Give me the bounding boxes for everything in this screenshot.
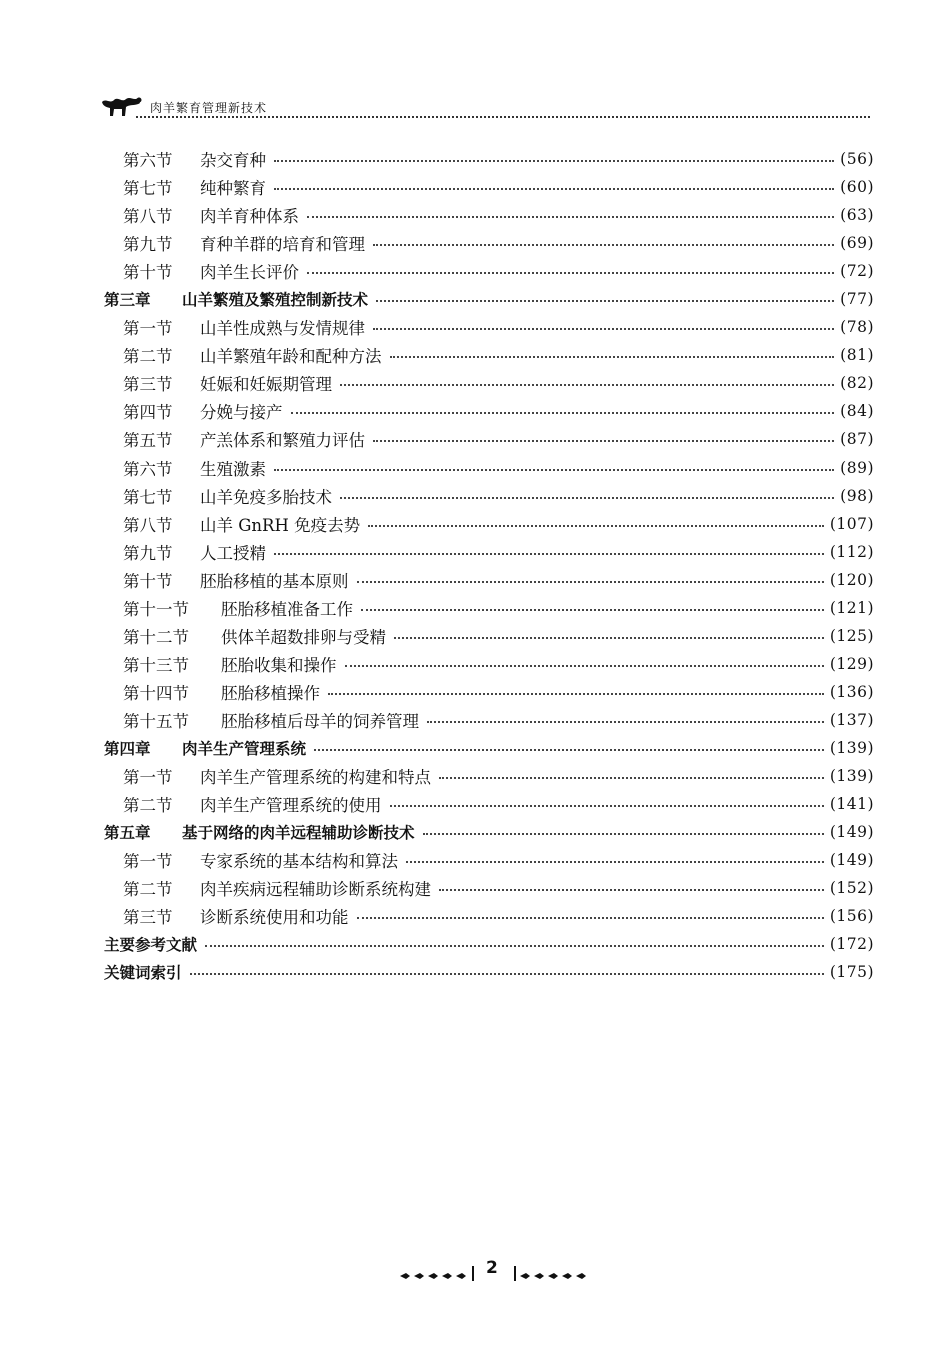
dot-leader (328, 693, 824, 695)
dot-leader (406, 861, 824, 863)
toc-entry-label: 第六节 (123, 459, 173, 479)
toc-entry-label: 第五节 (123, 431, 173, 451)
toc-entry-title: 胚胎移植准备工作 (221, 599, 353, 619)
toc-entry-page: (121) (829, 598, 874, 617)
dot-leader (307, 272, 834, 274)
toc-entry-title: 人工授精 (200, 543, 266, 563)
toc-entry-title: 分娩与接产 (200, 403, 283, 423)
toc-entry-title: 胚胎移植操作 (221, 683, 320, 703)
toc-entry-title: 育种羊群的培育和管理 (200, 235, 365, 255)
page-number: 2 (486, 1258, 498, 1278)
toc-entry-label: 第三章 (104, 291, 151, 310)
toc-entry-label: 第三节 (123, 375, 173, 395)
toc-entry-title: 肉羊生产管理系统的使用 (200, 796, 382, 816)
toc-entry-title: 山羊免疫多胎技术 (200, 487, 332, 507)
toc-entry-page: (72) (840, 262, 874, 281)
dot-leader (373, 244, 834, 246)
toc-section-entry (104, 510, 874, 538)
toc-section-entry (104, 369, 874, 397)
footer-ornament-left-icon (398, 1266, 478, 1282)
toc-section-entry (104, 566, 874, 594)
toc-entry-page: (139) (829, 767, 874, 786)
toc-entry-label: 第八节 (123, 207, 173, 227)
dot-leader (394, 637, 824, 639)
toc-entry-title: 生殖激素 (200, 459, 266, 479)
dot-leader (373, 328, 834, 330)
toc-entry-page: (81) (840, 346, 874, 365)
toc-entry-page: (84) (840, 402, 874, 421)
toc-section-entry (104, 425, 874, 453)
toc-entry-page: (56) (840, 150, 874, 169)
toc-chapter-entry (104, 734, 874, 762)
toc-entry-label: 第十四节 (123, 683, 189, 703)
toc-entry-title: 产羔体系和繁殖力评估 (200, 431, 365, 451)
toc-section-entry (104, 650, 874, 678)
toc-entry-label: 第五章 (104, 824, 151, 843)
toc-section-entry (104, 482, 874, 510)
toc-entry-title: 关键词索引 (104, 964, 182, 983)
toc-entry-title: 杂交育种 (200, 151, 266, 171)
toc-entry-page: (78) (840, 318, 874, 337)
toc-chapter-entry (104, 285, 874, 313)
toc-entry-title: 肉羊生产管理系统的构建和特点 (200, 768, 431, 788)
toc-entry-title: 供体羊超数排卵与受精 (221, 627, 386, 647)
dot-leader (357, 917, 824, 919)
toc-entry-page: (120) (829, 570, 874, 589)
toc-entry-title: 胚胎收集和操作 (221, 655, 337, 675)
dot-leader (205, 945, 824, 947)
toc-entry-label: 第九节 (123, 235, 173, 255)
toc-backmatter-entry (104, 930, 874, 958)
toc-entry-label: 第二节 (123, 796, 173, 816)
toc-entry-label: 第九节 (123, 543, 173, 563)
toc-entry-page: (89) (840, 458, 874, 477)
toc-entry-title: 肉羊生产管理系统 (182, 740, 307, 758)
toc-entry-title: 山羊 GnRH 免疫去势 (200, 515, 361, 535)
toc-entry-label: 第四章 (104, 740, 151, 758)
dot-leader (439, 889, 824, 891)
dot-leader (368, 525, 824, 527)
toc-entry-page: (139) (829, 739, 874, 757)
toc-entry-title: 胚胎移植后母羊的饲养管理 (221, 711, 419, 731)
toc-entry-label: 第七节 (123, 487, 173, 507)
dot-leader (361, 609, 824, 611)
toc-section-entry (104, 341, 874, 369)
toc-section-entry (104, 454, 874, 482)
page-footer (0, 1258, 950, 1288)
toc-entry-title: 山羊繁殖年龄和配种方法 (200, 347, 382, 367)
dot-leader (274, 160, 834, 162)
header-rule (136, 116, 870, 118)
toc-section-entry (104, 678, 874, 706)
toc-entry-label: 第四节 (123, 403, 173, 423)
toc-entry-page: (77) (840, 290, 874, 309)
toc-section-entry (104, 902, 874, 930)
toc-entry-page: (107) (829, 514, 874, 533)
footer-ornament-right-icon (512, 1266, 592, 1282)
toc-entry-page: (69) (840, 234, 874, 253)
dot-leader (439, 777, 824, 779)
running-header (100, 94, 870, 124)
toc-entry-label: 第十二节 (123, 627, 189, 647)
toc-entry-page: (149) (829, 823, 874, 842)
toc-entry-page: (87) (840, 430, 874, 449)
dot-leader (314, 749, 824, 751)
toc-entry-title: 纯种繁育 (200, 179, 266, 199)
toc-entry-page: (60) (840, 178, 874, 197)
dot-leader (427, 721, 824, 723)
toc-section-entry (104, 594, 874, 622)
toc-entry-page: (125) (829, 626, 874, 645)
toc-entry-title: 妊娠和妊娠期管理 (200, 375, 332, 395)
toc-entry-page: (156) (829, 907, 874, 926)
toc-entry-label: 第一节 (123, 852, 173, 872)
toc-entry-label: 第六节 (123, 151, 173, 171)
toc-entry-page: (136) (829, 682, 874, 701)
dot-leader (274, 553, 824, 555)
toc-entry-page: (172) (829, 935, 874, 954)
dot-leader (274, 469, 834, 471)
toc-entry-title: 诊断系统使用和功能 (200, 908, 349, 928)
toc-entry-page: (129) (829, 654, 874, 673)
toc-entry-page: (98) (840, 486, 874, 505)
toc-entry-label: 第十五节 (123, 711, 189, 731)
toc-entry-page: (112) (829, 542, 874, 561)
toc-chapter-entry (104, 818, 874, 846)
toc-entry-label: 第十节 (123, 263, 173, 283)
dot-leader (345, 665, 824, 667)
toc-entry-label: 第二节 (123, 347, 173, 367)
dot-leader (376, 300, 834, 302)
toc-entry-title: 山羊性成熟与发情规律 (200, 319, 365, 339)
toc-entry-page: (175) (829, 963, 874, 982)
toc-section-entry (104, 538, 874, 566)
toc-section-entry (104, 201, 874, 229)
toc-entry-label: 第二节 (123, 880, 173, 900)
toc-section-entry (104, 145, 874, 173)
dot-leader (390, 805, 824, 807)
dot-leader (274, 188, 834, 190)
toc-entry-title: 肉羊生长评价 (200, 263, 299, 283)
toc-entry-title: 山羊繁殖及繁殖控制新技术 (182, 291, 369, 310)
toc-entry-page: (82) (840, 374, 874, 393)
toc-entry-page: (63) (840, 206, 874, 225)
dot-leader (390, 356, 835, 358)
toc-section-entry (104, 790, 874, 818)
toc-section-entry (104, 706, 874, 734)
toc-entry-title: 肉羊育种体系 (200, 207, 299, 227)
table-of-contents (104, 145, 874, 986)
toc-section-entry (104, 397, 874, 425)
dot-leader (340, 497, 834, 499)
toc-entry-title: 主要参考文献 (104, 936, 198, 955)
toc-backmatter-entry (104, 958, 874, 986)
toc-section-entry (104, 173, 874, 201)
toc-entry-label: 第十节 (123, 571, 173, 591)
toc-entry-label: 第七节 (123, 179, 173, 199)
toc-section-entry (104, 762, 874, 790)
toc-entry-title: 基于网络的肉羊远程辅助诊断技术 (182, 824, 415, 843)
toc-entry-label: 第十一节 (123, 599, 189, 619)
dot-leader (357, 581, 824, 583)
toc-section-entry (104, 229, 874, 257)
header-title: 肉羊繁育管理新技术 (150, 101, 268, 115)
dot-leader (373, 440, 834, 442)
toc-entry-page: (152) (829, 879, 874, 898)
toc-section-entry (104, 874, 874, 902)
toc-entry-page: (149) (829, 851, 874, 870)
toc-entry-label: 第一节 (123, 768, 173, 788)
toc-entry-title: 专家系统的基本结构和算法 (200, 852, 398, 872)
toc-entry-label: 第一节 (123, 319, 173, 339)
toc-entry-page: (141) (829, 795, 874, 814)
toc-section-entry (104, 257, 874, 285)
toc-section-entry (104, 846, 874, 874)
toc-section-entry (104, 313, 874, 341)
toc-entry-page: (137) (829, 710, 874, 729)
dot-leader (340, 384, 834, 386)
toc-section-entry (104, 622, 874, 650)
dot-leader (291, 412, 835, 414)
toc-entry-label: 第三节 (123, 908, 173, 928)
toc-entry-label: 第十三节 (123, 655, 189, 675)
toc-entry-title: 肉羊疾病远程辅助诊断系统构建 (200, 880, 431, 900)
toc-entry-title: 胚胎移植的基本原则 (200, 571, 349, 591)
dot-leader (423, 833, 824, 835)
dot-leader (190, 973, 824, 975)
toc-entry-label: 第八节 (123, 515, 173, 535)
dot-leader (307, 216, 834, 218)
